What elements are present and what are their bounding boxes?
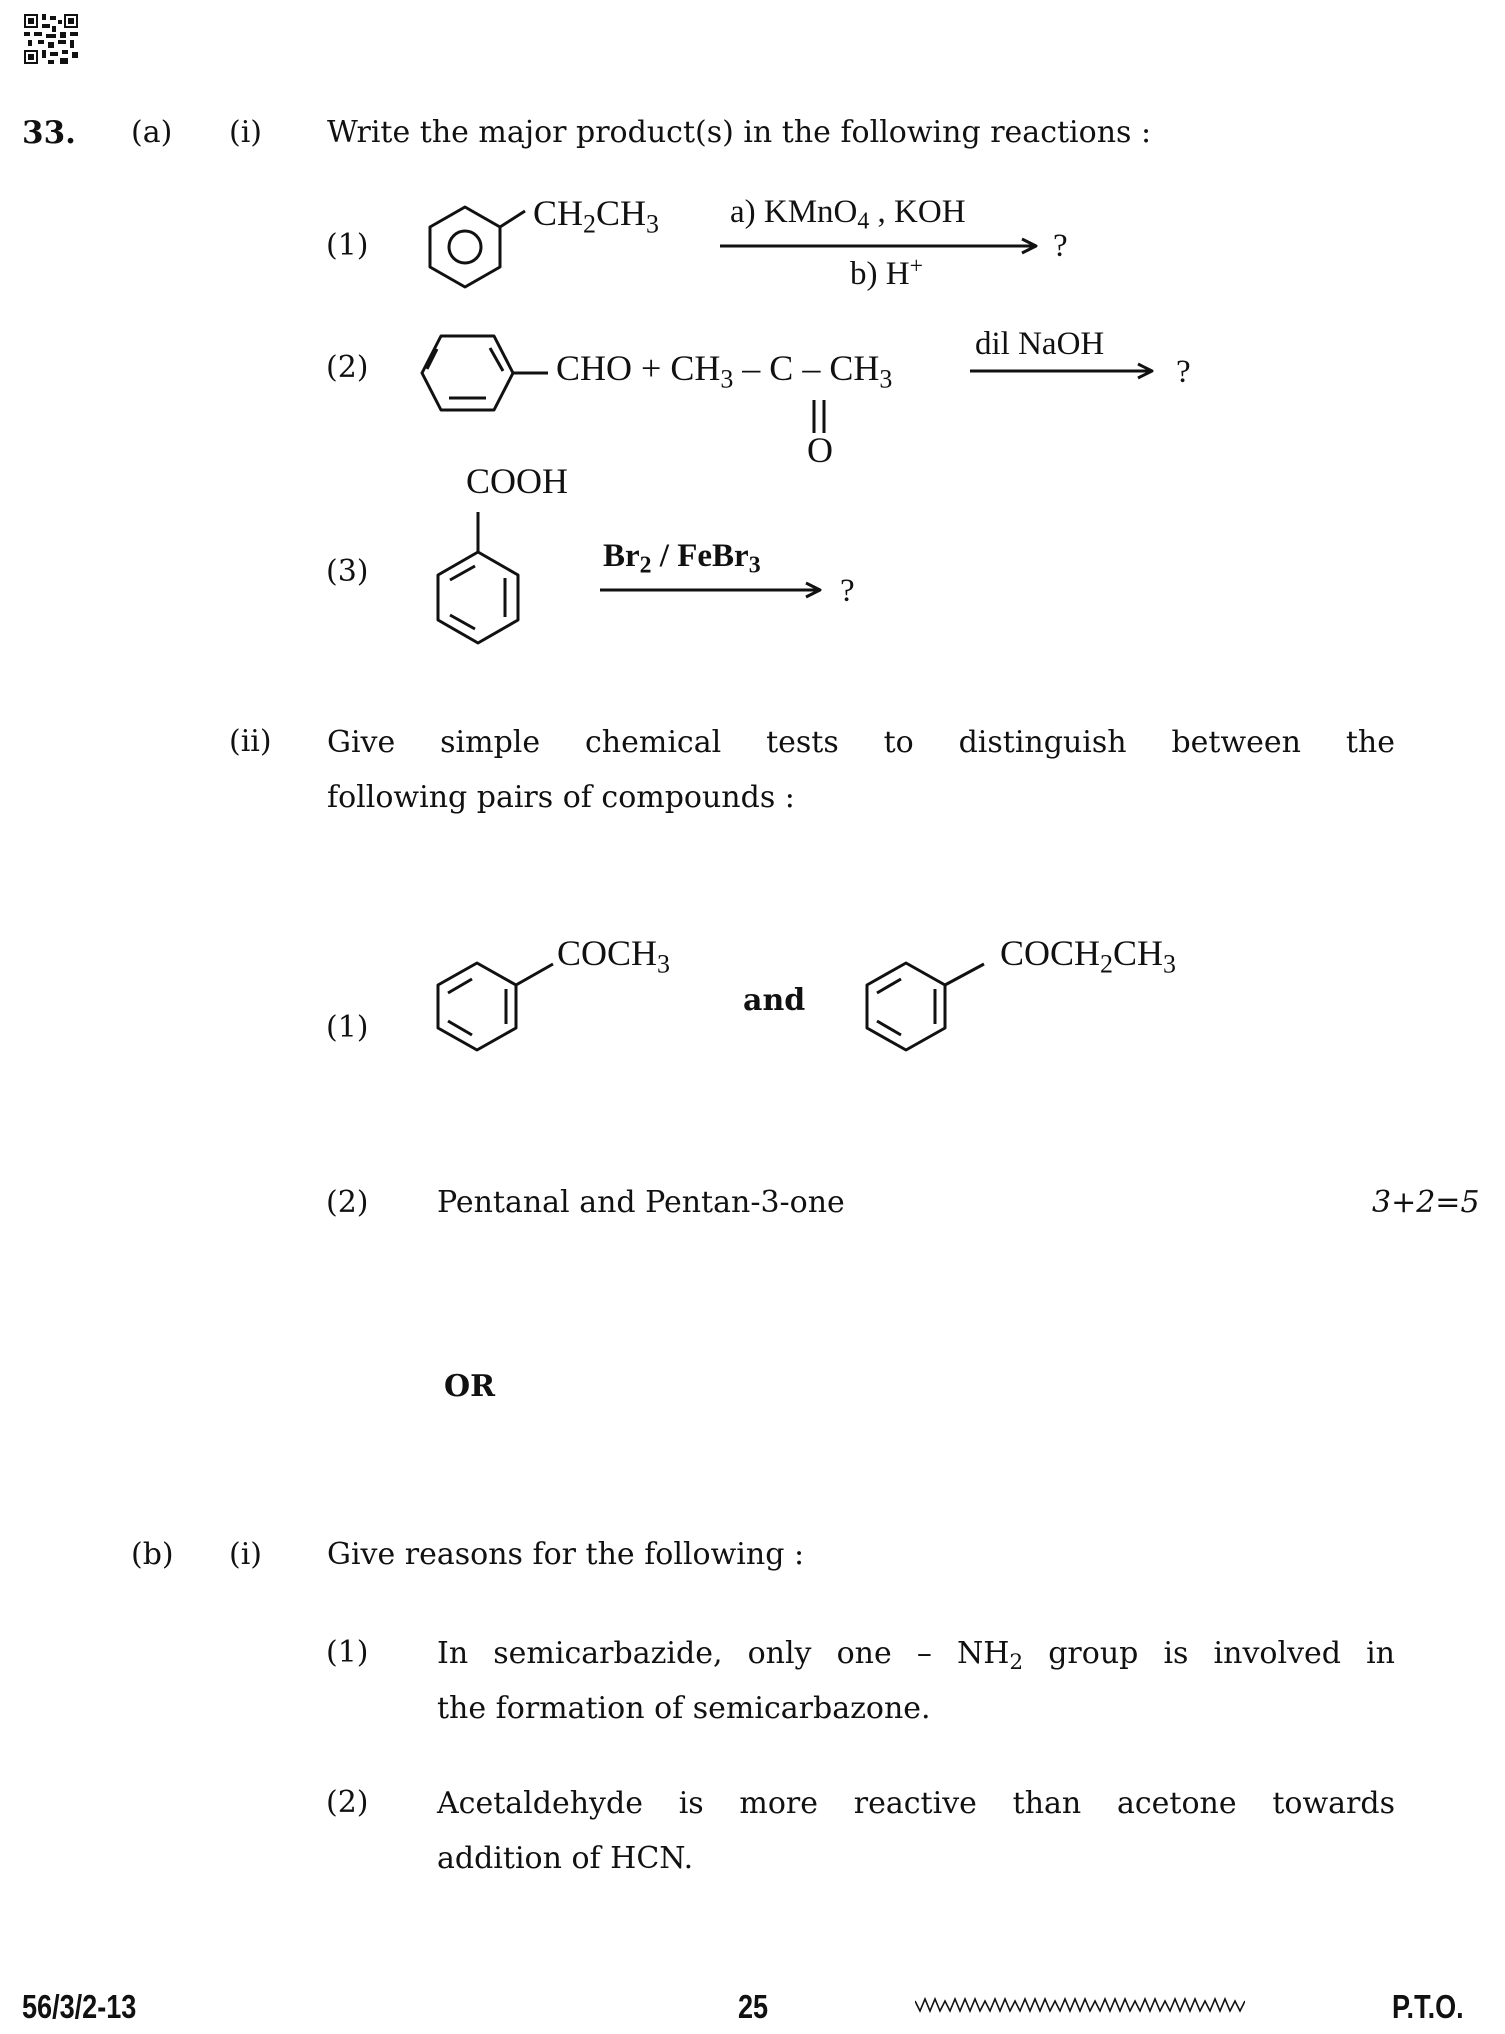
marks: 3+2=5 [1372, 1185, 1480, 1220]
reason-2-line1: Acetaldehyde is more reactive than acetone towards [437, 1786, 1395, 1821]
reason-1-line1: In semicarbazide, only one – $NH_2$ group is involved in [437, 1636, 1396, 1676]
reaction-3-substituent: COOH [466, 461, 569, 501]
reason-2-text [437, 1776, 1395, 1886]
reason-2-line2: addition of HCN. [437, 1841, 694, 1876]
reason-1-text [437, 1626, 1395, 1736]
reaction-1-label: (1) [326, 228, 369, 263]
part-b-label: (b) [131, 1537, 174, 1572]
reaction-3-label: (3) [326, 554, 369, 589]
benzene-ring-icon [438, 512, 518, 643]
reaction-1-reagent-bottom: b) H+ [850, 253, 923, 292]
reaction-2-product: ? [1176, 354, 1191, 390]
or-divider: OR [444, 1369, 496, 1404]
benzene-ring-icon [422, 336, 548, 410]
sub-ii-prompt-line1: Give simple chemical tests to distinguish between the [327, 725, 1395, 760]
part-b-prompt: Give reasons for the following : [327, 1537, 805, 1572]
reaction-2-equation: CHO + $CH_3$ – C – $CH_3$ [556, 348, 893, 394]
reaction-2-carbonyl-oxygen: O [807, 430, 833, 470]
page-number: 25 [738, 1988, 769, 2025]
question-number: 33. [22, 115, 76, 151]
pto-label: P.T.O. [1392, 1988, 1464, 2025]
reaction-1-reagent-top: a) KMnO$_4$ , KOH [730, 194, 966, 235]
sub-ii-prompt-line2: following pairs of compounds : [327, 780, 795, 815]
pair-2-text: Pentanal and Pentan-3-one [437, 1185, 845, 1220]
sub-i-label: (i) [229, 115, 263, 150]
sub-i-prompt: Write the major product(s) in the following reactions : [327, 115, 1152, 150]
pair-2-label: (2) [326, 1185, 369, 1220]
sub-ii-prompt [327, 715, 1395, 825]
wavy-line-icon [915, 1995, 1245, 2015]
pair-1-label: (1) [326, 1010, 369, 1045]
reason-1-label: (1) [326, 1635, 369, 1670]
reaction-3-product: ? [840, 573, 855, 609]
reason-2-label: (2) [326, 1785, 369, 1820]
reaction-3-reagent: $Br_2$ / FeBr$_3$ [603, 538, 761, 579]
qr-code-icon [24, 14, 78, 64]
pair-1-joiner: and [743, 983, 806, 1018]
reaction-1-product: ? [1053, 228, 1068, 264]
benzene-ring-icon [430, 207, 525, 287]
reason-1-line2: the formation of semicarbazone. [437, 1691, 931, 1726]
sub-ii-label: (ii) [229, 724, 272, 759]
benzene-ring-icon [867, 963, 984, 1050]
benzene-ring-icon [438, 963, 553, 1050]
pair-1-compound-1: $COCH_3$ [557, 933, 670, 979]
pair-1-compound-2: $COCH_2CH_3$ [1000, 933, 1176, 979]
part-b-sub-i-label: (i) [229, 1537, 263, 1572]
reaction-2-reagent: dil NaOH [975, 326, 1105, 362]
reaction-1-substituent: $CH_2CH_3$ [533, 193, 659, 239]
part-a-label: (a) [131, 115, 173, 150]
paper-code: 56/3/2-13 [22, 1988, 137, 2025]
reaction-2-label: (2) [326, 350, 369, 385]
